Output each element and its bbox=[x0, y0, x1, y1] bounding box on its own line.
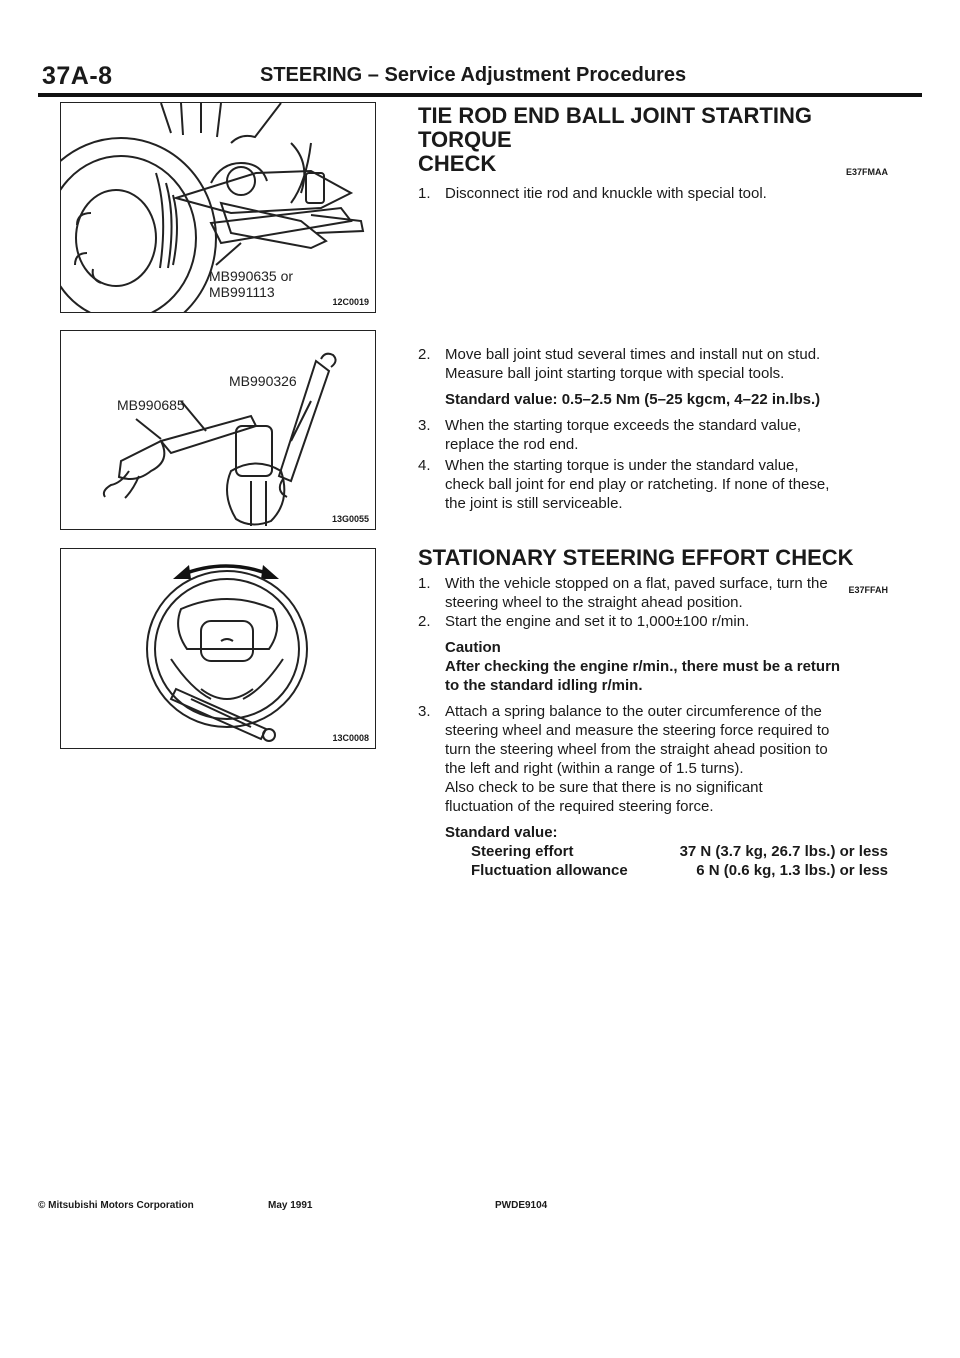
spec-steering-effort bbox=[418, 842, 888, 861]
step-text: the left and right (within a range of 1.5 turns). bbox=[445, 760, 744, 777]
figure-steering-wheel bbox=[60, 548, 376, 749]
step-number: 3. bbox=[418, 703, 431, 720]
step-text: When the starting torque is under the standard value, bbox=[445, 457, 799, 474]
step-1 bbox=[418, 184, 888, 203]
caution-text: to the standard idling r/min. bbox=[445, 677, 643, 694]
standard-value-label: Standard value: bbox=[445, 824, 558, 841]
spec-value: 6 N (0.6 kg, 1.3 lbs.) or less bbox=[696, 862, 888, 879]
figure-torque-wrench bbox=[60, 330, 376, 530]
standard-value bbox=[418, 390, 888, 409]
tie-rod-section bbox=[418, 104, 888, 203]
callout-tool-alt-part-number: MB991113 bbox=[209, 284, 275, 300]
effort-step-3 bbox=[418, 702, 888, 816]
step-number: 1. bbox=[418, 185, 431, 202]
step-number: 2. bbox=[418, 613, 431, 630]
step-text: Also check to be sure that there is no significant bbox=[445, 779, 763, 796]
steering-wheel-icon bbox=[147, 571, 307, 727]
step-text: the joint is still serviceable. bbox=[445, 495, 623, 512]
step-number: 4. bbox=[418, 457, 431, 474]
page-header bbox=[38, 62, 922, 96]
spring-balance-icon bbox=[171, 689, 275, 741]
step-text: replace the rod end. bbox=[445, 436, 579, 453]
footer-copyright: © Mitsubishi Motors Corporation bbox=[38, 1200, 194, 1211]
callout-tool-part-number: MB990635 or bbox=[209, 268, 294, 284]
footer-date: May 1991 bbox=[268, 1200, 313, 1211]
caution-text: After checking the engine r/min., there must be a return bbox=[445, 658, 841, 675]
step-text: Move ball joint stud several times and install nut on stud. bbox=[445, 346, 821, 363]
effort-standard-label bbox=[418, 823, 888, 842]
caution-label: Caution bbox=[445, 639, 501, 656]
step-text: With the vehicle stopped on a flat, paved surface, turn the bbox=[445, 575, 828, 592]
spec-value: 37 N (3.7 kg, 26.7 lbs.) or less bbox=[679, 843, 888, 860]
caution-block bbox=[418, 638, 888, 695]
figure-3-drawing bbox=[61, 549, 375, 748]
torque-wrench-icon bbox=[61, 331, 375, 529]
step-number: 3. bbox=[418, 417, 431, 434]
effort-step-2 bbox=[418, 612, 888, 631]
header-rule bbox=[38, 93, 922, 97]
step-text: steering wheel to the straight ahead position. bbox=[445, 594, 743, 611]
spec-label: Fluctuation allowance bbox=[471, 862, 628, 879]
tie-rod-heading bbox=[418, 104, 888, 176]
page-number: 37A-8 bbox=[42, 62, 113, 90]
step-text: check ball joint for end play or ratcheting. If none of these, bbox=[445, 476, 830, 493]
step-text: Disconnect itie rod and knuckle with special tool. bbox=[445, 185, 767, 202]
step-number: 1. bbox=[418, 575, 431, 592]
steering-effort-heading-text: STATIONARY STEERING EFFORT CHECK bbox=[418, 545, 854, 570]
section-title: STEERING – Service Adjustment Procedures bbox=[260, 64, 687, 86]
tie-rod-heading-line1: TIE ROD END BALL JOINT STARTING TORQUE bbox=[418, 103, 812, 152]
step-text: steering wheel and measure the steering force required to bbox=[445, 722, 830, 739]
figure-code: 13G0055 bbox=[331, 514, 369, 524]
tie-rod-section-steps bbox=[418, 345, 888, 513]
step-text: Start the engine and set it to 1,000±100 r/min. bbox=[445, 613, 750, 630]
section-code: E37FFAH bbox=[848, 585, 888, 595]
tie-rod-heading-line2: CHECK bbox=[418, 151, 497, 176]
step-text: When the starting torque exceeds the standard value, bbox=[445, 417, 802, 434]
footer-doc-code: PWDE9104 bbox=[495, 1200, 548, 1211]
step-text: Attach a spring balance to the outer circumference of the bbox=[445, 703, 822, 720]
step-text: Measure ball joint starting torque with special tools. bbox=[445, 365, 785, 382]
step-text: fluctuation of the required steering force. bbox=[445, 798, 714, 815]
section-code: E37FMAA bbox=[845, 167, 888, 177]
spec-label: Steering effort bbox=[471, 843, 574, 860]
figure-ball-joint-puller bbox=[60, 102, 376, 313]
steering-effort-section bbox=[418, 546, 888, 880]
standard-value-text: Standard value: 0.5–2.5 Nm (5–25 kgcm, 4–22 in.lbs.) bbox=[445, 391, 821, 408]
callout-wrench-part-number: MB990326 bbox=[229, 373, 297, 389]
step-text: turn the steering wheel from the straight ahead position to bbox=[445, 741, 828, 758]
step-4 bbox=[418, 456, 888, 513]
step-3 bbox=[418, 416, 888, 454]
callout-adapter-part-number: MB990685 bbox=[117, 397, 185, 413]
step-2 bbox=[418, 345, 888, 383]
figure-code: 12C0019 bbox=[332, 297, 369, 307]
effort-step-1 bbox=[418, 574, 888, 612]
step-number: 2. bbox=[418, 346, 431, 363]
figure-code: 13C0008 bbox=[332, 733, 369, 743]
spec-fluctuation-allowance bbox=[418, 861, 888, 880]
